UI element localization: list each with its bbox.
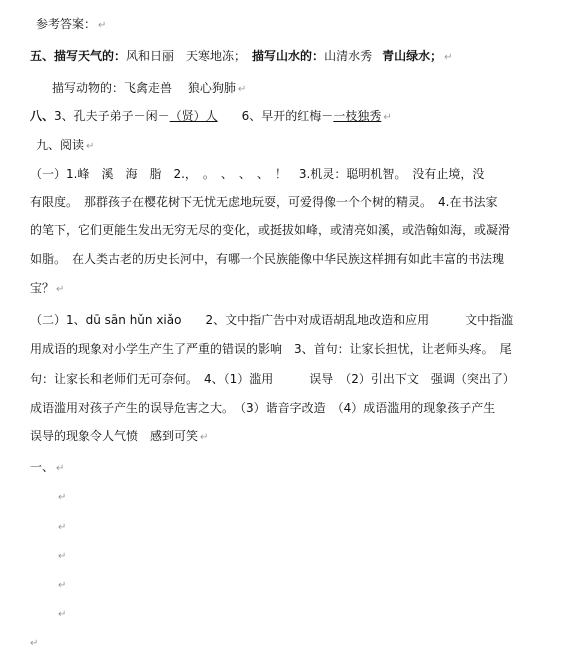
section-5-line-2 — [52, 80, 246, 98]
animal-label: 描写动物的： — [52, 81, 125, 95]
section-9-title: 九、阅读 ↵ — [36, 138, 95, 152]
mountain-end: ； — [430, 49, 443, 63]
mountain-answer-2: 青山绿水 — [382, 49, 431, 63]
empty-paragraph-mark-icon: ↵ — [58, 522, 67, 533]
reading-part2-line-4: 成语滥用对孩子产生的误导危害之大。 （3）谐音字改造 （4）成语滥用的现象孩子产生 — [30, 401, 496, 415]
mountain-label: 描写山水的： — [252, 49, 325, 63]
reading-part1-line-3: 的笔下，它们更能生发出无穷无尽的变化，或挺拔如峰，或清亮如溪，或浩翰如海，或凝滑 — [30, 223, 511, 237]
empty-paragraph-mark-icon: ↵ — [30, 638, 39, 649]
empty-paragraph-mark-icon: ↵ — [58, 580, 67, 591]
weather-answer: 风和日丽 天寒地冻； — [126, 49, 247, 63]
reading-part2-line-5: 误导的现象令人气愤 感到可笑 ↵ — [30, 429, 209, 443]
q3-prefix: 3、孔夫子弟子－闲－ — [54, 109, 170, 123]
reading-part2-line-1: （二）1、dū sān hǔn xiǎo 2、文中指广告中对成语胡乱地改造和应用 文中指滥 — [30, 313, 514, 327]
answer-heading: 参考答案： ↵ — [36, 17, 107, 31]
reading-part1-line-5: 宝？ ↵ — [30, 281, 65, 295]
weather-label: 描写天气的： — [54, 49, 127, 63]
paragraph-mark-icon: ↵ — [237, 84, 247, 95]
paragraph-mark-icon: ↵ — [56, 463, 65, 474]
section-8-number: 八、 — [30, 109, 55, 123]
empty-paragraph-mark-icon: ↵ — [58, 492, 67, 503]
paragraph-mark-icon: ↵ — [444, 52, 453, 63]
q6-answer: 一枝独秀 — [333, 109, 382, 123]
paragraph-mark-icon: ↵ — [200, 432, 209, 443]
section-1-title: 一、 ↵ — [30, 460, 65, 474]
animal-answer: 飞禽走兽 狼心狗肺 — [124, 81, 236, 95]
q6-prefix: 6、早开的红梅－ — [241, 109, 334, 123]
reading-part1-line-2: 有限度。 那群孩子在樱花树下无忧无虑地玩耍，可爱得像一个个树的精灵。 4.在书法家 — [30, 195, 498, 209]
paragraph-mark-icon: ↵ — [56, 284, 65, 295]
section-8-line — [30, 108, 392, 126]
paragraph-mark-icon: ↵ — [383, 112, 392, 123]
reading-part1-line-4: 如脂。 在人类古老的历史长河中，有哪一个民族能像中华民族这样拥有如此丰富的书法瑰 — [30, 252, 505, 266]
mountain-answer-1: 山清水秀 — [324, 49, 373, 63]
empty-paragraph-mark-icon: ↵ — [58, 609, 67, 620]
paragraph-mark-icon: ↵ — [86, 141, 95, 152]
q3-answer: （贤）人 — [169, 109, 218, 123]
section-5-number: 五、 — [30, 49, 55, 63]
empty-paragraph-mark-icon: ↵ — [58, 551, 67, 562]
reading-part2-line-3: 句：让家长和老师们无可奈何。 4、（1）滥用 误导 （2）引出下文 强调（突出了） — [30, 372, 515, 386]
reading-part1-line-1: （一）1.峰 溪 海 脂 2.， 。 、 、 、 ！ 3.机灵：聪明机智。 没有止境，没 — [30, 167, 485, 181]
paragraph-mark-icon: ↵ — [98, 20, 107, 31]
section-5-line-1 — [30, 48, 453, 66]
reading-part2-line-2: 用成语的现象对小学生产生了严重的错误的影响 3、首句：让家长担忧，让老师头疼。 尾 — [30, 342, 512, 356]
